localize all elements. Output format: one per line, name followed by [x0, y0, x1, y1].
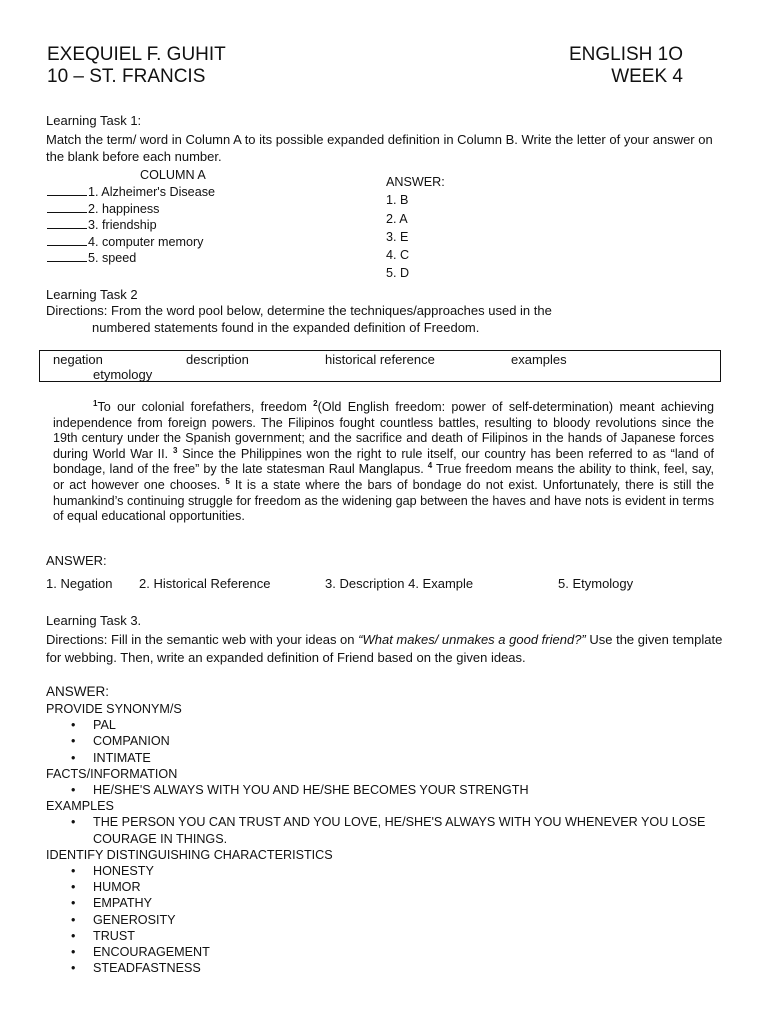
word-pool-item: examples: [511, 352, 567, 367]
column-a-item: 2. happiness: [47, 201, 215, 218]
answer-item: 3. E: [386, 229, 409, 244]
list-item: • STEADFASTNESS: [46, 960, 726, 976]
answer-item: 2. A: [386, 211, 408, 226]
answer-item: 1. B: [386, 193, 409, 208]
task3-title: Learning Task 3.: [46, 613, 142, 628]
task2-answer: 1. Negation: [46, 576, 113, 591]
list-item: • COMPANION: [46, 733, 726, 749]
list-item: • HUMOR: [46, 879, 726, 895]
list-item: • INTIMATE: [46, 750, 726, 766]
task2-answer: 3. Description 4. Example: [325, 576, 474, 591]
task1-answers: [386, 173, 445, 283]
marker-1: 1: [93, 399, 98, 408]
column-a-item: 1. Alzheimer's Disease: [47, 184, 215, 201]
facts-list: [46, 782, 726, 798]
characteristics-list: [46, 863, 726, 976]
marker-5: 5: [225, 476, 230, 486]
column-a-item: 4. computer memory: [47, 234, 215, 251]
list-item: • HE/SHE'S ALWAYS WITH YOU AND HE/SHE BECOMES YOUR STRENGTH: [46, 782, 726, 798]
word-pool-item: description: [186, 352, 249, 367]
list-item: • TRUST: [46, 928, 726, 944]
column-a-item: 5. speed: [47, 250, 215, 267]
marker-4: 4: [427, 461, 433, 471]
word-pool-item: negation: [53, 352, 103, 367]
synonyms-list: [46, 717, 726, 766]
answer-label: ANSWER:: [386, 175, 445, 189]
answer-blank: [47, 234, 87, 246]
task2-directions: Directions: From the word pool below, determine the techniques/approaches used in the numbered statements found in the expanded definition of Freedom.: [46, 303, 552, 335]
list-item: • EMPATHY: [46, 895, 726, 911]
task3-directions: Directions: Fill in the semantic web with your ideas on “What makes/ unmakes a good friend?” Use the given template for webbing. Then, write an expanded definition of Friend based on the given ideas.: [46, 632, 723, 665]
list-item: • ENCOURAGEMENT: [46, 944, 726, 960]
semantic-web-answer: [46, 701, 726, 976]
week-label: WEEK 4: [611, 66, 683, 87]
task1-instructions: Match the term/ word in Column A to its possible expanded definition in Column B. Write the letter of your answer on the blank before each number.: [46, 132, 713, 164]
list-item: • GENEROSITY: [46, 912, 726, 928]
task2-title: Learning Task 2: [46, 287, 138, 302]
document-header: [47, 44, 683, 88]
student-section: 10 – ST. FRANCIS: [47, 66, 206, 87]
answer-blank: [47, 217, 87, 229]
task2-answer-label: ANSWER:: [46, 553, 107, 568]
answer-blank: [47, 250, 87, 262]
task2-answer: 2. Historical Reference: [139, 576, 271, 591]
synonyms-heading: PROVIDE SYNONYM/S: [46, 702, 182, 716]
examples-heading: EXAMPLES: [46, 799, 114, 814]
freedom-passage: $^1$To our colonial forefathers, freedom $^2$(Old English freedom: power of self-determination) meant achieving independence from foreign powers. The Filipinos fought countless battles, resulting to bloody revolutions since the 19th century under the Spanish government; and the sacrifice and death of Filipinos in the hands of Japanese forces during World War II. $^3$ Since the Philippines won the right to rule itself, our country has been referred to as “land of bondage, land of the free” by the late statesman Raul Manglapus. $^4$ True freedom means the ability to think, feel, say, or act however one chooses. $^5$ It is a state where the bars of bondage do not exist. Unfortunately, there is still the humankind’s continuing struggle for freedom as the widening gap between the haves and have nots is evident in terms of equal educational opportunities.: [53, 399, 715, 524]
list-item: • PAL: [46, 717, 726, 733]
list-item: • HONESTY: [46, 863, 726, 879]
column-a-item: 3. friendship: [47, 217, 215, 234]
task1-title: Learning Task 1:: [46, 113, 142, 128]
facts-heading: FACTS/INFORMATION: [46, 766, 178, 781]
examples-list: [46, 814, 726, 846]
subject-label: ENGLISH 1O: [568, 44, 683, 65]
word-pool-item: historical reference: [325, 352, 435, 367]
answer-blank: [47, 201, 87, 213]
answer-item: 4. C: [386, 248, 410, 263]
column-a-label: COLUMN A: [140, 168, 206, 182]
student-name: EXEQUIEL F. GUHIT: [47, 44, 226, 65]
column-a-list: [47, 184, 215, 267]
task3-answer-label: ANSWER:: [46, 684, 110, 699]
word-pool-item: etymology: [93, 367, 153, 382]
characteristics-heading: IDENTIFY DISTINGUISHING CHARACTERISTICS: [46, 847, 333, 862]
answer-blank: [47, 184, 87, 196]
marker-3: 3: [172, 445, 178, 455]
answer-item: 5. D: [386, 266, 410, 281]
marker-2: 2: [313, 399, 318, 408]
task2-answer: 5. Etymology: [558, 576, 634, 591]
list-item: • THE PERSON YOU CAN TRUST AND YOU LOVE, HE/SHE'S ALWAYS WITH YOU WHENEVER YOU LOSE COURAGE IN THINGS.: [46, 814, 726, 846]
word-pool-box: [39, 350, 721, 382]
